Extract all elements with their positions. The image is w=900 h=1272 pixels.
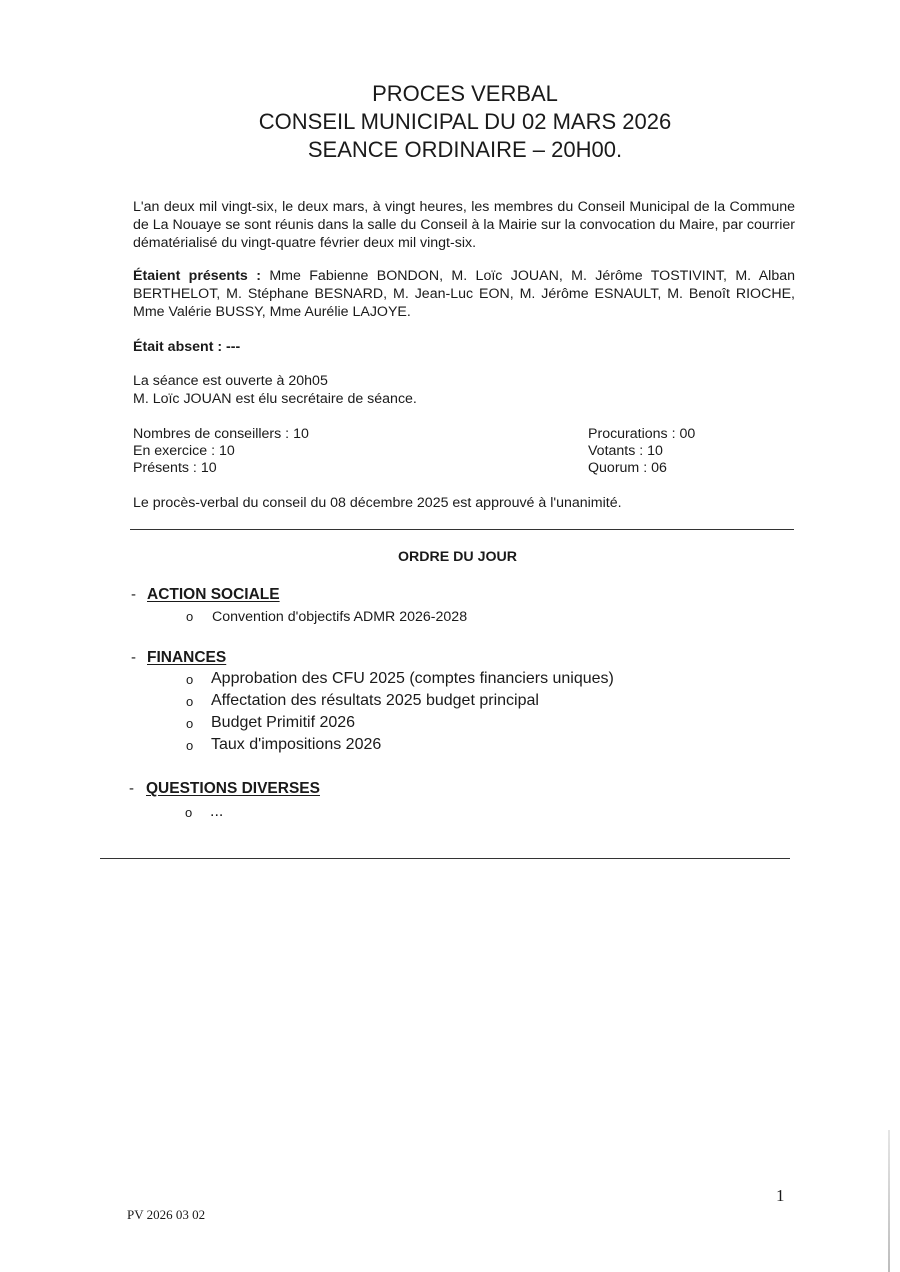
section-title-finances: FINANCES	[147, 649, 227, 666]
doc-title-line2: CONSEIL MUNICIPAL DU 02 MARS 2026	[258, 109, 672, 134]
count-quorum: Quorum : 06	[588, 460, 667, 476]
divider-bottom	[100, 858, 790, 859]
section-title-action-sociale: ACTION SOCIALE	[147, 586, 280, 603]
opening-line2: M. Loïc JOUAN est élu secrétaire de séance.	[133, 391, 417, 407]
count-presents: Présents : 10	[133, 460, 217, 476]
divider-top	[130, 529, 794, 530]
intro-paragraph: L'an deux mil vingt-six, le deux mars, à vingt heures, les membres du Conseil Municipal de la Commune de La Nouaye se sont réunis dans la salle du Conseil à la Mairie sur la convocation du Maire, par courrier dématérialisé du vingt-quatre février deux mil vingt-six.	[133, 199, 795, 251]
count-exercice: En exercice : 10	[133, 443, 235, 459]
section-dash: -	[131, 586, 136, 603]
absent-label: Était absent :	[133, 339, 223, 355]
bullet-icon: o	[186, 609, 194, 624]
section-title-questions-diverses: QUESTIONS DIVERSES	[146, 780, 320, 797]
document-code: PV 2026 03 02	[127, 1207, 206, 1222]
bullet-icon: o	[186, 738, 194, 753]
absent-value: ---	[226, 339, 241, 355]
page-number: 1	[776, 1186, 785, 1205]
section-dash: -	[131, 649, 136, 666]
absent-line	[133, 338, 240, 356]
bullet-icon: o	[186, 716, 194, 731]
count-conseillers: Nombres de conseillers : 10	[133, 426, 309, 442]
count-procurations: Procurations : 00	[588, 426, 696, 442]
agenda-item: Budget Primitif 2026	[211, 714, 356, 731]
presents-paragraph	[133, 267, 795, 321]
approval-line: Le procès-verbal du conseil du 08 décembre 2025 est approuvé à l'unanimité.	[133, 495, 622, 511]
agenda-item: Approbation des CFU 2025 (comptes financiers uniques)	[211, 670, 614, 687]
opening-line1: La séance est ouverte à 20h05	[133, 373, 328, 389]
section-dash: -	[129, 780, 134, 797]
presents-label: Étaient présents :	[133, 268, 261, 284]
bullet-icon: o	[186, 694, 194, 709]
doc-title-line1: PROCES VERBAL	[372, 81, 558, 106]
scan-edge-mark	[888, 1130, 890, 1272]
count-votants: Votants : 10	[588, 443, 663, 459]
doc-title-line3: SEANCE ORDINAIRE – 20H00.	[307, 137, 623, 162]
agenda-item: Taux d'impositions 2026	[211, 736, 382, 753]
agenda-item: Convention d'objectifs ADMR 2026-2028	[212, 609, 468, 625]
agenda-title: ORDRE DU JOUR	[398, 549, 518, 565]
bullet-icon: o	[185, 805, 193, 820]
agenda-item: Affectation des résultats 2025 budget principal	[211, 692, 539, 709]
bullet-icon: o	[186, 672, 194, 687]
agenda-item: ...	[210, 803, 224, 820]
presents-names: Mme Fabienne BONDON, M. Loïc JOUAN, M. Jérôme TOSTIVINT, M. Alban BERTHELOT, M. Stéphane BESNARD, M. Jean-Luc EON, M. Jérôme ESNAULT, M. Benoît RIOCHE, Mme Valérie BUSSY, Mme Aurélie LAJOYE.	[133, 268, 795, 320]
